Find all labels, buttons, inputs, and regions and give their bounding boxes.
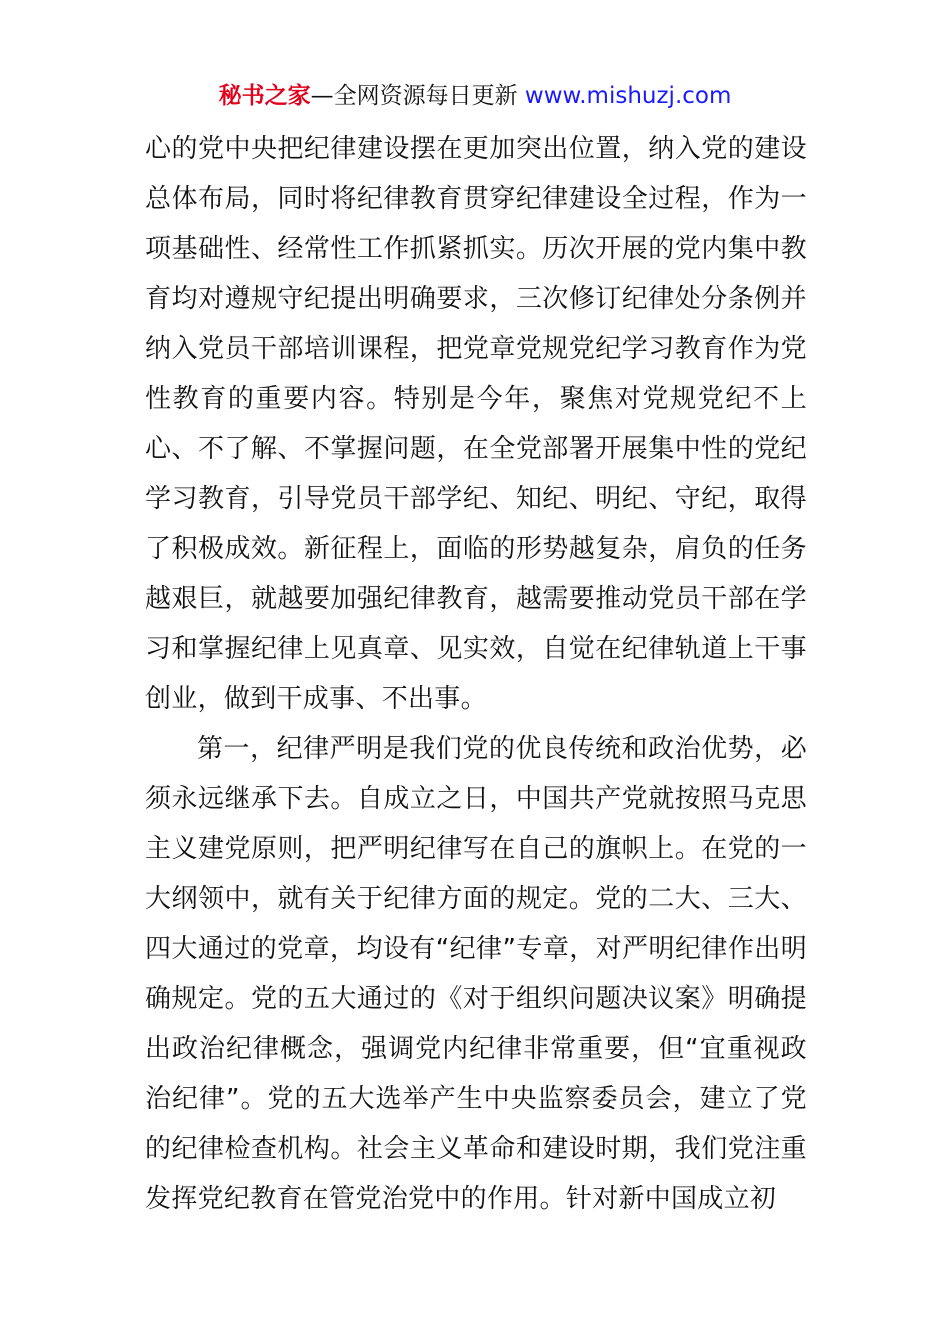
site-header	[0, 80, 950, 112]
body-paragraph: 第一，纪律严明是我们党的优良传统和政治优势，必须永远继承下去。自成立之日，中国共产党就按照马克思主义建党原则，把严明纪律写在自己的旗帜上。在党的一大纲领中，就有关于纪律方面的规定。党的二大、三大、四大通过的党章，均设有“纪律”专章，对严明纪律作出明确规定。党的五大通过的《对于组织问题决议案》明确提出政治纪律概念，强调党内纪律非常重要，但“宜重视政治纪律”。党的五大选举产生中央监察委员会，建立了党的纪律检查机构。社会主义革命和建设时期，我们党注重发挥党纪教育在管党治党中的作用。针对新中国成立初	[145, 734, 807, 1214]
site-tagline: —全网资源每日更新	[310, 83, 525, 109]
site-brand: 秘书之家	[218, 83, 311, 109]
document-body	[145, 124, 807, 1224]
body-paragraph: 心的党中央把纪律建设摆在更加突出位置，纳入党的建设总体布局，同时将纪律教育贯穿纪律建设全过程，作为一项基础性、经常性工作抓紧抓实。历次开展的党内集中教育均对遵规守纪提出明确要求，三次修订纪律处分条例并纳入党员干部培训课程，把党章党规党纪学习教育作为党性教育的重要内容。特别是今年，聚焦对党规党纪不上心、不了解、不掌握问题，在全党部署开展集中性的党纪学习教育，引导党员干部学纪、知纪、明纪、守纪，取得了积极成效。新征程上，面临的形势越复杂，肩负的任务越艰巨，就越要加强纪律教育，越需要推动党员干部在学习和掌握纪律上见真章、见实效，自觉在纪律轨道上干事创业，做到干成事、不出事。	[145, 134, 807, 714]
site-url-link[interactable]: www.mishuzj.com	[524, 83, 732, 109]
